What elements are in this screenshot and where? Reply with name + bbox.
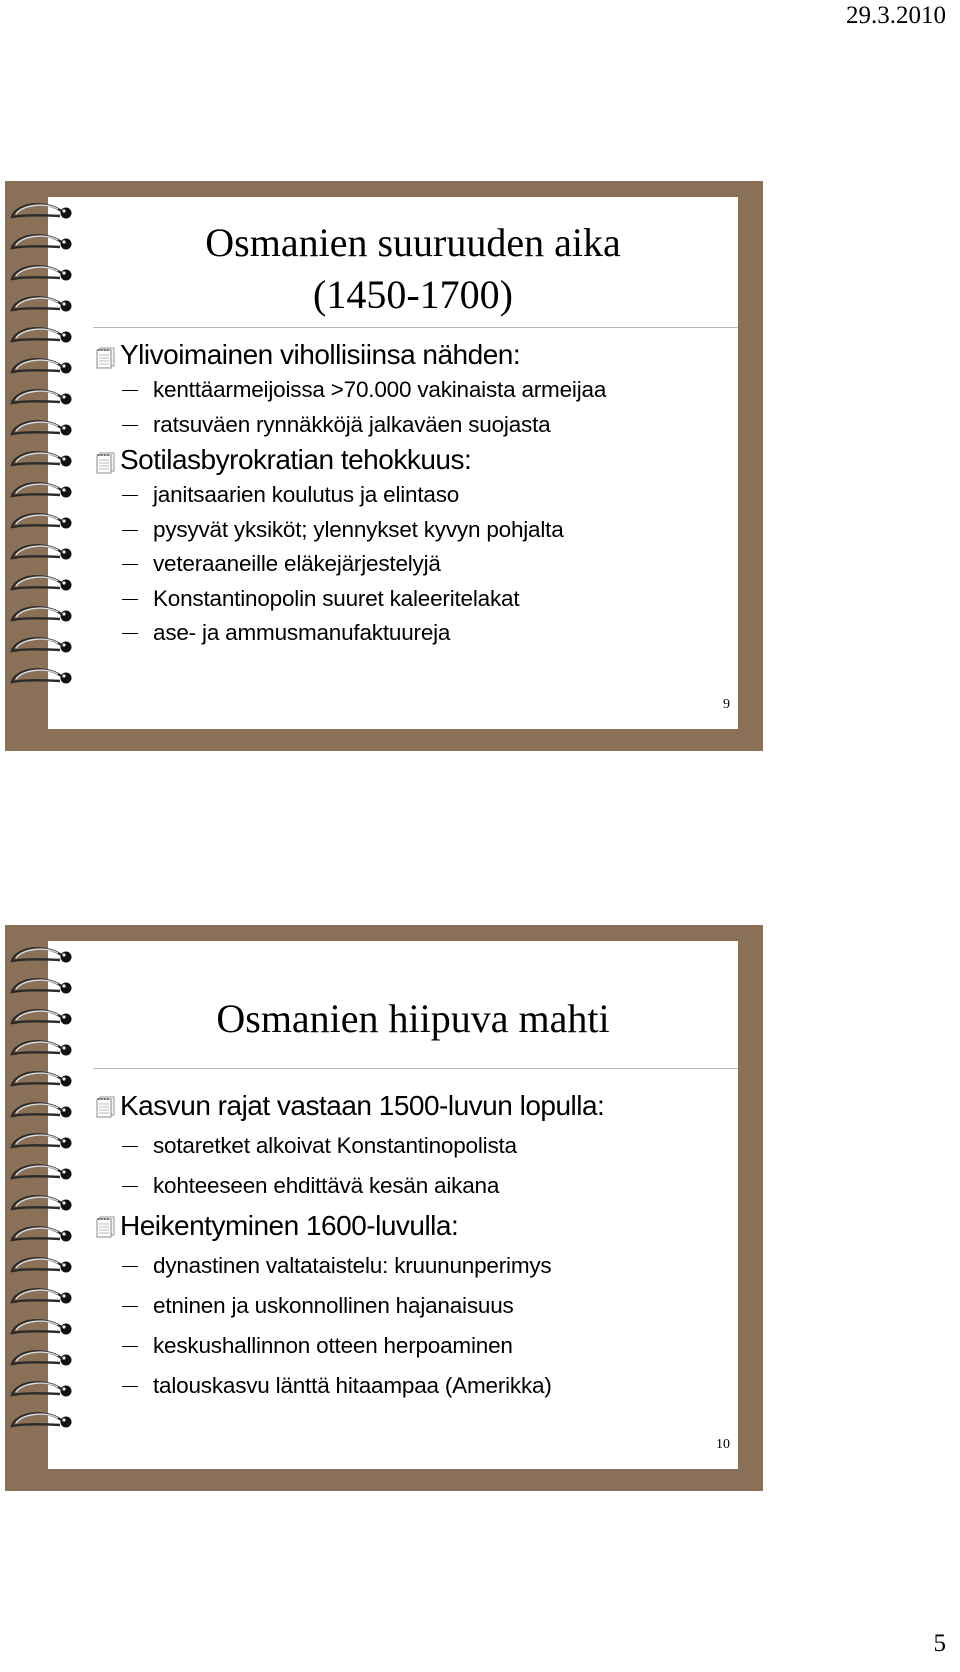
spiral-ring xyxy=(12,576,72,590)
bullet-item xyxy=(93,442,728,651)
spiral-ring xyxy=(12,1289,72,1303)
slide-content xyxy=(48,197,738,729)
bullet-list xyxy=(93,337,728,651)
spiral-ring xyxy=(12,421,72,435)
spiral-ring xyxy=(12,1041,72,1055)
spiral-ring xyxy=(12,1382,72,1396)
bullet-item xyxy=(93,1206,728,1406)
spiral-ring xyxy=(12,204,72,218)
spiral-ring xyxy=(12,545,72,559)
bullet-item xyxy=(93,1086,728,1206)
spiral-ring xyxy=(12,669,72,683)
sub-item: janitsaarien koulutus ja elintaso xyxy=(120,478,728,513)
spiral-ring xyxy=(12,266,72,280)
notepad-icon xyxy=(93,1214,117,1238)
bullet-text: Ylivoimainen vihollisiinsa nähden: xyxy=(120,339,521,370)
spiral-binding xyxy=(8,201,88,721)
spiral-ring xyxy=(12,514,72,528)
spiral-ring xyxy=(12,328,72,342)
notepad-icon xyxy=(93,1094,117,1118)
sub-list xyxy=(120,373,728,442)
spiral-ring xyxy=(12,1072,72,1086)
bullet-item xyxy=(93,337,728,442)
sub-item: talouskasvu länttä hitaampaa (Amerikka) xyxy=(120,1366,728,1406)
slide-title-line-1: Osmanien suuruuden aika xyxy=(205,220,621,265)
bullet-text: Heikentyminen 1600-luvulla: xyxy=(120,1210,459,1241)
sub-list xyxy=(120,478,728,651)
spiral-ring xyxy=(12,1413,72,1427)
sub-item: Konstantinopolin suuret kaleeritelakat xyxy=(120,582,728,617)
spiral-ring xyxy=(12,1165,72,1179)
slide-title-line-2: (1450-1700) xyxy=(313,272,513,317)
spiral-ring xyxy=(12,979,72,993)
sub-item: veteraaneille eläkejärjestelyjä xyxy=(120,547,728,582)
notepad-icon xyxy=(93,345,117,369)
slide-content xyxy=(48,941,738,1469)
spiral-ring xyxy=(12,1227,72,1241)
sub-item: sotaretket alkoivat Konstantinopolista xyxy=(120,1126,728,1166)
spiral-ring xyxy=(12,1103,72,1117)
spiral-ring xyxy=(12,607,72,621)
slide-number: 10 xyxy=(716,1437,730,1452)
bullet-text: Sotilasbyrokratian tehokkuus: xyxy=(120,444,472,475)
spiral-binding xyxy=(8,945,88,1465)
sub-item: kohteeseen ehdittävä kesän aikana xyxy=(120,1166,728,1206)
page-number: 5 xyxy=(933,1630,946,1657)
spiral-ring xyxy=(12,390,72,404)
spiral-ring-icon xyxy=(8,945,88,1465)
sub-item: etninen ja uskonnollinen hajanaisuus xyxy=(120,1286,728,1326)
spiral-ring xyxy=(12,483,72,497)
sub-item: pysyvät yksiköt; ylennykset kyvyn pohjalta xyxy=(120,513,728,548)
spiral-ring xyxy=(12,452,72,466)
spiral-ring xyxy=(12,1351,72,1365)
sub-item: dynastinen valtataistelu: kruununperimys xyxy=(120,1246,728,1286)
notepad-icon xyxy=(93,450,117,474)
spiral-ring-icon xyxy=(8,201,88,721)
spiral-ring xyxy=(12,1196,72,1210)
title-divider xyxy=(93,327,738,328)
spiral-ring xyxy=(12,1134,72,1148)
sub-item: ratsuväen rynnäkköjä jalkaväen suojasta xyxy=(120,408,728,443)
slide-9 xyxy=(5,181,763,751)
slide-title xyxy=(48,217,738,321)
spiral-ring xyxy=(12,948,72,962)
slide-10 xyxy=(5,925,763,1491)
spiral-ring xyxy=(12,235,72,249)
bullet-text: Kasvun rajat vastaan 1500-luvun lopulla: xyxy=(120,1090,605,1121)
sub-list xyxy=(120,1246,728,1406)
spiral-ring xyxy=(12,1320,72,1334)
slide-number: 9 xyxy=(723,697,730,712)
sub-item: keskushallinnon otteen herpoaminen xyxy=(120,1326,728,1366)
slide-title: Osmanien hiipuva mahti xyxy=(216,996,610,1041)
spiral-ring xyxy=(12,1258,72,1272)
spiral-ring xyxy=(12,297,72,311)
sub-list xyxy=(120,1126,728,1206)
spiral-ring xyxy=(12,1010,72,1024)
sub-item: kenttäarmeijoissa >70.000 vakinaista armeijaa xyxy=(120,373,728,408)
spiral-ring xyxy=(12,359,72,373)
bullet-list xyxy=(93,1086,728,1406)
spiral-ring xyxy=(12,638,72,652)
title-divider xyxy=(93,1068,738,1069)
document-date: 29.3.2010 xyxy=(846,2,946,29)
sub-item: ase- ja ammusmanufaktuureja xyxy=(120,616,728,651)
